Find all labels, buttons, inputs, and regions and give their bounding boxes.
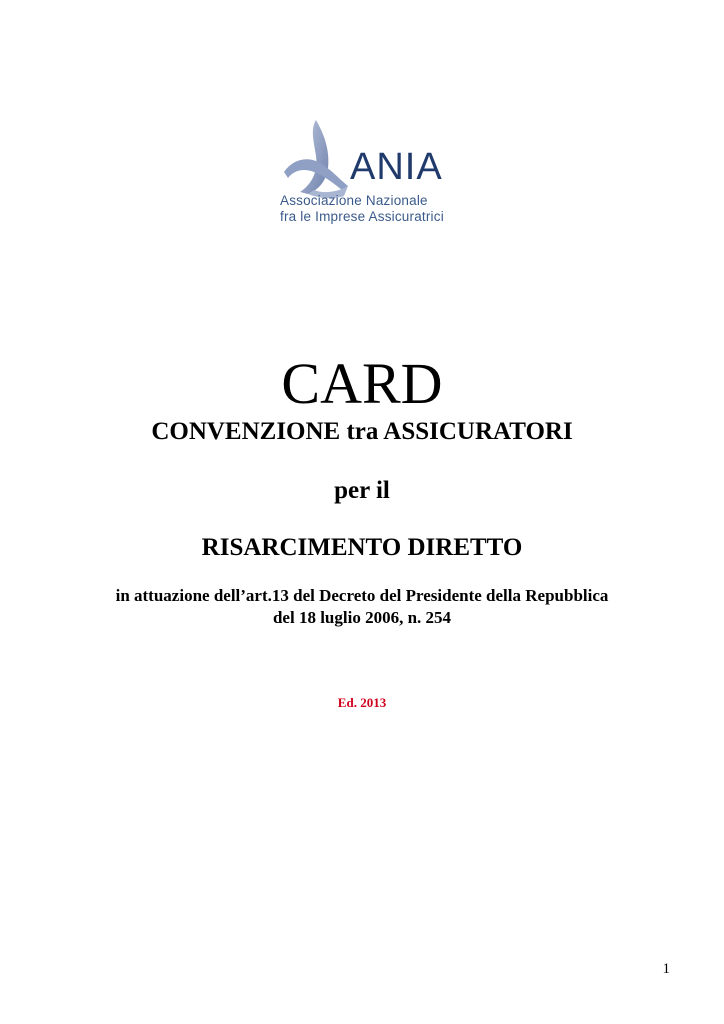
- page-number: 1: [662, 961, 670, 977]
- risarcimento-heading: RISARCIMENTO DIRETTO: [201, 534, 523, 561]
- ania-logo-name: ANIA: [350, 146, 443, 188]
- document-title: CARD: [281, 351, 443, 416]
- document-subtitle: CONVENZIONE tra ASSICURATORI: [151, 418, 573, 445]
- ania-logo: [278, 116, 448, 226]
- attuazione-line-1: in attuazione dell’art.13 del Decreto del Presidente della Repubblica: [115, 586, 609, 605]
- per-il-text: per il: [334, 477, 390, 504]
- ania-logo-subtitle-line2: fra le Imprese Assicuratrici: [280, 209, 444, 224]
- attuazione-line-2: del 18 luglio 2006, n. 254: [272, 608, 452, 627]
- ania-logo-subtitle-line1: Associazione Nazionale: [280, 193, 428, 208]
- edition-label: Ed. 2013: [337, 695, 387, 710]
